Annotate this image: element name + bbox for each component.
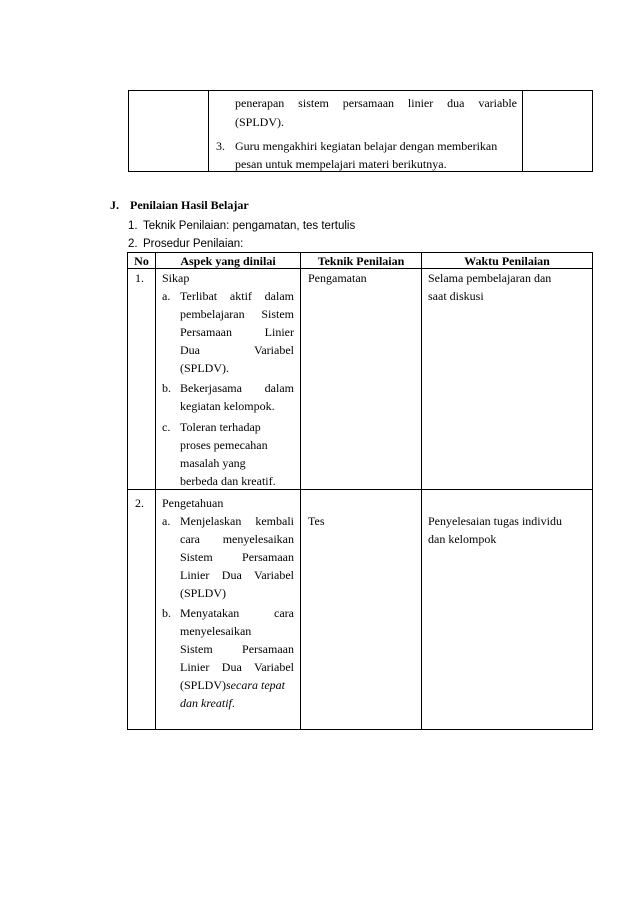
row1-time-line: Selama pembelajaran dan [428,271,552,285]
header-no: No [134,254,149,268]
row2-a-label: a. [162,514,171,528]
row1-aspect-title: Sikap [162,271,190,285]
row1-time-line: saat diskusi [428,289,484,303]
top-table-line-1: penerapan sistem persamaan linier dua variable [235,96,517,110]
header-time: Waktu Penilaian [464,254,550,268]
row2-aspect-title: Pengetahuan [162,496,224,510]
row1-technique: Pengamatan [308,271,367,285]
row2-a-line: cara menyelesaikan [180,532,294,546]
row1-a-line: pembelajaran Sistem [180,307,294,321]
row2-b-line: menyelesaikan [180,624,252,638]
row2-b-last-italic: secara tepat [226,678,286,692]
row1-a-line: Dua Variabel [180,343,294,357]
header-technique: Teknik Penilaian [317,254,405,268]
row1-b-label: b. [162,381,171,395]
section-letter: J. [110,198,119,212]
row2-a-line: Sistem Persamaan [180,550,294,564]
row2-a-line: Linier Dua Variabel [180,568,294,582]
row1-a-label: a. [162,289,171,303]
row2-b-line: Sistem Persamaan [180,642,294,656]
header-aspect: Aspek yang dinilai [180,254,276,268]
top-table-line-2: (SPLDV). [235,115,285,129]
row1-c-label: c. [162,420,171,434]
row1-a-line: (SPLDV). [180,361,230,375]
row2-b-final-dot: . [231,696,235,710]
row1-c-line: Toleran terhadap [180,420,261,434]
row1-a-line: Terlibat aktif dalam [180,289,294,303]
row2-b-final-italic: dan kreatif [180,696,232,710]
row1-b-line: Bekerjasama dalam [180,381,294,395]
top-table-item3-number: 3. [216,139,225,153]
row2-time-line: Penyelesaian tugas individu [428,514,562,528]
list-number-1: 1. [128,220,138,232]
list-text-2: Prosedur Penilaian: [143,238,244,250]
top-table-item3-line1: Guru mengakhiri kegiatan belajar dengan memberikan [235,139,498,153]
row2-b-label: b. [162,606,171,620]
list-text-1: Teknik Penilaian: pengamatan, tes tertulis [143,220,356,232]
row2-b-last-line [180,677,285,693]
row2-no: 2. [135,496,144,510]
row1-c-line: masalah yang [180,456,246,470]
row2-b-line: Linier Dua Variabel [180,660,294,674]
top-table-item3-line2: pesan untuk mempelajari materi berikutnya. [235,157,447,171]
row2-b-line: Menyatakan cara [180,606,294,620]
row1-no: 1. [135,271,144,285]
row2-a-line: Menjelaskan kembali [180,514,294,528]
row1-c-line: proses pemecahan [180,438,268,452]
row1-b-line: kegiatan kelompok. [180,399,275,413]
row1-a-line: Persamaan Linier [180,325,294,339]
row2-a-line: (SPLDV) [180,586,227,600]
list-number-2: 2. [128,238,138,250]
row2-time-line: dan kelompok [428,532,497,546]
row2-b-final-line [180,695,235,711]
row2-technique: Tes [308,514,325,528]
row2-b-last-normal: (SPLDV) [180,678,227,692]
section-title: Penilaian Hasil Belajar [130,198,249,212]
row1-c-line: berbeda dan kreatif. [180,474,276,488]
